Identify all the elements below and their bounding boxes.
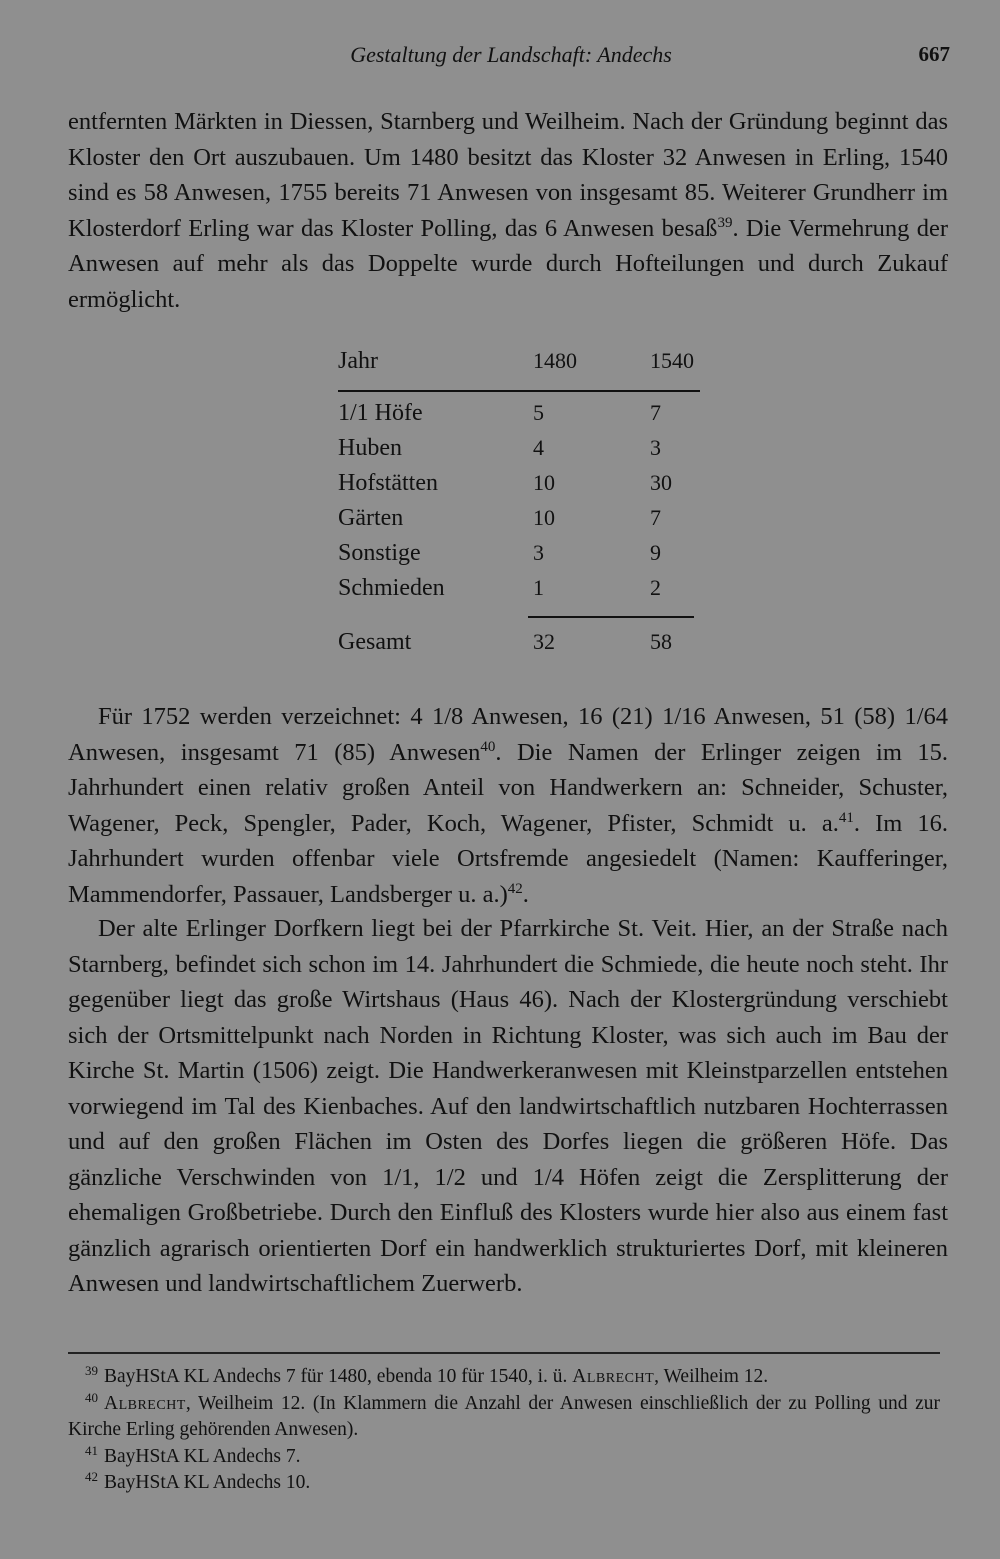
footnote-41: 41 BayHStA KL Andechs 7. xyxy=(85,1442,301,1467)
table-header-cell: 1540 xyxy=(650,348,694,373)
table-total-cell: 32 xyxy=(533,629,555,654)
table-cell: Hofstätten xyxy=(338,470,438,496)
table-cell: Schmieden xyxy=(338,575,445,601)
page-number: 667 xyxy=(918,42,950,66)
table-header-rule xyxy=(338,390,700,392)
footnote-author: Albrecht xyxy=(572,1366,655,1387)
running-title: Gestaltung der Landschaft: Andechs xyxy=(350,42,672,67)
table-cell: 4 xyxy=(533,435,544,460)
table-cell: Sonstige xyxy=(338,540,421,566)
table-cell: 1 xyxy=(533,575,544,600)
footnote-text: , Weilheim 12. (In Klammern die Anzahl der Anwesen einschließlich der zu Polling und zur Kirche Erling gehörenden Anwesen). xyxy=(68,1392,940,1440)
table-header-row xyxy=(338,348,708,383)
table-cell: 3 xyxy=(650,435,661,460)
paragraph-1 xyxy=(68,104,948,317)
footnote-ref-40: 40 xyxy=(480,738,496,755)
table-row xyxy=(338,435,708,470)
table-cell: 10 xyxy=(533,505,555,530)
paragraph-1-text-a: entfernten Märkten in Diessen, Starnberg und Weilheim. Nach der Gründung beginnt das Kloster den Ort auszubauen. Um 1480 besitzt das Kloster 32 Anwesen in Erling, 1540 sind es 58 Anwesen, 1755 bereits 71 Anwesen von insgesamt 85. Weiterer Grundherr im Klosterdorf Erling war das Kloster Polling, das 6 Anwesen besaß xyxy=(68,108,948,242)
table-cell: 2 xyxy=(650,575,661,600)
table-cell: 10 xyxy=(533,470,555,495)
footnote-ref-42: 42 xyxy=(507,880,523,897)
table-cell: 5 xyxy=(533,400,544,425)
table-row xyxy=(338,505,708,540)
footnote-text: BayHStA KL Andechs 7 für 1480, ebenda 10 für 1540, i. ü. xyxy=(104,1366,573,1387)
table-row xyxy=(338,540,708,575)
footnote-39: 39 BayHStA KL Andechs 7 für 1480, ebenda 10 für 1540, i. ü. Albrecht, Weilheim 12. xyxy=(85,1363,769,1387)
footnote-ref-41: 41 xyxy=(838,809,854,826)
footnote-text: BayHStA KL Andechs 10. xyxy=(104,1472,311,1493)
footnote-author: Albrecht xyxy=(104,1392,186,1414)
table-total-label: Gesamt xyxy=(338,629,412,655)
footnote-text: BayHStA KL Andechs 7. xyxy=(104,1445,301,1467)
table-cell: 7 xyxy=(650,400,661,425)
table-cell: 7 xyxy=(650,505,661,530)
running-header xyxy=(72,42,950,74)
table-row xyxy=(338,470,708,505)
paragraph-2-text-b: . Die Namen der Erlinger zeigen im 15. Jahrhundert einen relativ großen Anteil von Handwerkern an: Schneider, Schuster, Wagener, Peck, Spengler, Pader, Koch, Wagener, Pfister, Schmidt u. a. xyxy=(68,738,948,837)
table-cell: 9 xyxy=(650,540,661,565)
footnote-separator xyxy=(68,1352,940,1354)
table-row xyxy=(338,400,708,435)
table-cell: 3 xyxy=(533,540,544,565)
paragraph-2-text-c: . Im 16. Jahrhundert wurden offenbar viele Ortsfremde angesiedelt (Namen: Kaufferinger, Mammendorfer, Passauer, Landsberger u. a.) xyxy=(68,809,948,908)
table-header-cell: 1480 xyxy=(533,348,577,373)
paragraph-3: Der alte Erlinger Dorfkern liegt bei der Pfarrkirche St. Veit. Hier, an der Straße nach Starnberg, befindet sich schon im 14. Jahrhundert die Schmiede, die heute noch steht. Ihr gegenüber liegt das große Wirtshaus (Haus 46). Nach der Klostergründung verschiebt sich der Ortsmittelpunkt nach Norden in Richtung Kloster, was sich auch im Bau der Kirche St. Martin (1506) zeigt. Die Handwerkeranwesen mit Kleinstparzellen entstehen vorwiegend im Tal des Kienbaches. Auf den landwirtschaftlich nutzbaren Hochterrassen und auf den großen Flächen im Osten des Dorfes liegen die größeren Höfe. Das gänzliche Verschwinden von 1/1, 1/2 und 1/4 Höfen zeigt die Zersplitterung der ehemaligen Großbetriebe. Durch den Einfluß des Klosters wurde hier also aus einem fast gänzlich agrarisch orientierten Dorf ein handwerklich strukturiertes Dorf, mit kleineren Anwesen und landwirtschaftlichem Zuerwerb. xyxy=(68,915,948,1297)
table-cell: 1/1 Höfe xyxy=(338,400,423,426)
table-cell: 30 xyxy=(650,470,672,495)
table-cell: Huben xyxy=(338,435,402,461)
paragraph-1-text-b: . Die Vermehrung der Anwesen auf mehr als das Doppelte wurde durch Hofteilungen und durch Zukauf ermöglicht. xyxy=(68,214,948,313)
paragraph-2-text-d: . xyxy=(522,880,529,908)
table-total-row xyxy=(338,629,708,664)
footnote-40: 40 Albrecht, Weilheim 12. (In Klammern die Anzahl der Anwesen einschließlich der zu Polling und zur Kirche Erling gehörenden Anwesen). xyxy=(68,1389,940,1440)
table-sum-rule xyxy=(528,616,694,618)
paragraph-2 xyxy=(68,699,948,912)
table-total-cell: 58 xyxy=(650,629,672,654)
table-cell: Gärten xyxy=(338,505,404,531)
footnote-text: , Weilheim 12. xyxy=(654,1366,769,1387)
footnotes xyxy=(68,1364,940,1497)
table-row xyxy=(338,575,708,610)
footnote-ref-39: 39 xyxy=(717,214,733,231)
footnote-42: 42 BayHStA KL Andechs 10. xyxy=(85,1469,311,1493)
paragraph-2-text-a: Für 1752 werden verzeichnet: 4 1/8 Anwesen, 16 (21) 1/16 Anwesen, 51 (58) 1/64 Anwesen, insgesamt 71 (85) Anwesen xyxy=(68,703,948,766)
table-header-cell: Jahr xyxy=(338,348,378,374)
